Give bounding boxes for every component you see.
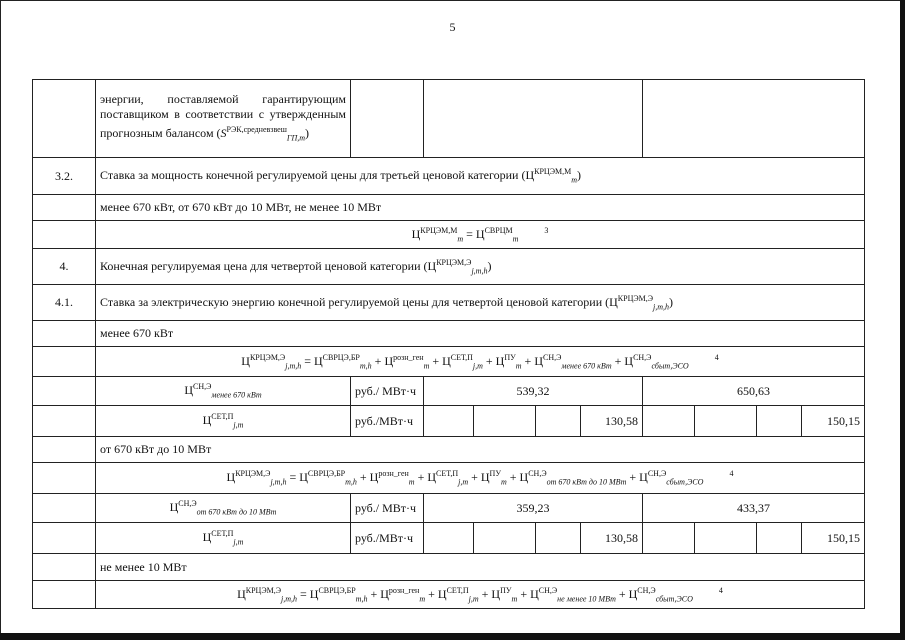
param-symbol: $Ц^{СЕТ,П}_{j,m}$: [96, 523, 351, 554]
section-heading: Ставка за мощность конечной регулируемой цены для третьей ценовой категории $(Ц^{КРЦЭМ,М}_m)$: [96, 158, 865, 195]
value-cell: 130,58: [581, 523, 643, 554]
section-heading: Конечная регулируемая цена для четвертой ценовой категории $(Ц^{КРЦЭМ,Э}_{j,m,h})$: [96, 249, 865, 285]
value-cell: 150,15: [802, 523, 865, 554]
unit: руб./ МВт·ч: [351, 494, 424, 523]
formula-capacity: $Ц^{КРЦЭМ,М}_m = Ц^{СВРЦМ}_m^3$: [96, 221, 865, 249]
param-symbol: $Ц^{СЕТ,П}_{j,m}$: [96, 406, 351, 437]
table-row: [33, 158, 865, 195]
value-cell: 359,23: [424, 494, 643, 523]
row-number: 4.1.: [33, 285, 96, 321]
unit: руб./ МВт·ч: [351, 377, 424, 406]
formula-energy-670-10: $Ц^{КРЦЭМ,Э}_{j,m,h} = Ц^{СВРЦЭ,БР}_{m,h} + Ц^{розн\_ген}_m + Ц^{СЕТ,П}_{j,m} + Ц^{ПУ}_m + Ц^{СН,Э}_{от 670 кВт до 10 МВт} + Ц^{СН,Э}_{сбыт,ЭСО}^4$: [96, 463, 865, 494]
page-number: 5: [449, 20, 456, 34]
table-row: [33, 377, 865, 406]
row-number: 4.: [33, 249, 96, 285]
table-row: [33, 195, 865, 221]
table-row: [33, 321, 865, 347]
formula-energy-lt670: $Ц^{КРЦЭМ,Э}_{j,m,h} = Ц^{СВРЦЭ,БР}_{m,h} + Ц^{розн\_ген}_m + Ц^{СЕТ,П}_{j,m} + Ц^{ПУ}_m + Ц^{СН,Э}_{менее 670 кВт} + Ц^{СН,Э}_{сбыт,ЭСО}^4$: [96, 347, 865, 377]
table-row: [33, 80, 865, 158]
group-label: менее 670 кВт: [96, 321, 865, 347]
group-label: от 670 кВт до 10 МВт: [96, 437, 865, 463]
value-cell: 150,15: [802, 406, 865, 437]
group-label: не менее 10 МВт: [96, 554, 865, 581]
value-cell: 433,37: [643, 494, 865, 523]
table-row: [33, 285, 865, 321]
param-symbol: $Ц^{СН,Э}_{от 670 кВт до 10 МВт}$: [96, 494, 351, 523]
table-row: [33, 523, 865, 554]
table-row: [33, 494, 865, 523]
formula-energy-ge10: $Ц^{КРЦЭМ,Э}_{j,m,h} = Ц^{СВРЦЭ,БР}_{m,h} + Ц^{розн\_ген}_m + Ц^{СЕТ,П}_{j,m} + Ц^{ПУ}_m + Ц^{СН,Э}_{не менее 10 МВт} + Ц^{СН,Э}_{сбыт,ЭСО}^4$: [96, 581, 865, 609]
table-row: [33, 249, 865, 285]
unit: руб./МВт·ч: [351, 406, 424, 437]
table-row: [33, 437, 865, 463]
table-row: [33, 581, 865, 609]
row-number: 3.2.: [33, 158, 96, 195]
value-cell: 539,32: [424, 377, 643, 406]
value-cell: 130,58: [581, 406, 643, 437]
section-heading: Ставка за электрическую энергию конечной регулируемой цены для четвертой ценовой категории $(Ц^{КРЦЭМ,Э}_{j,m,h})$: [96, 285, 865, 321]
scan-edge-bottom: [0, 633, 905, 640]
tariff-table: [32, 79, 865, 609]
cell-energy-description: энергии, поставляемой гарантирующим поставщиком в соответствии с утвержденным прогнозным балансом $(S^{РЭК,средневзвеш}_{ГП,m})$: [96, 80, 351, 158]
unit: руб./МВт·ч: [351, 523, 424, 554]
scan-edge-right: [900, 0, 905, 640]
table-row: [33, 463, 865, 494]
table-row: [33, 347, 865, 377]
table-row: [33, 406, 865, 437]
table-row: [33, 221, 865, 249]
param-symbol: $Ц^{СН,Э}_{менее 670 кВт}$: [96, 377, 351, 406]
group-label: менее 670 кВт, от 670 кВт до 10 МВт, не менее 10 МВт: [96, 195, 865, 221]
table-row: [33, 554, 865, 581]
value-cell: 650,63: [643, 377, 865, 406]
